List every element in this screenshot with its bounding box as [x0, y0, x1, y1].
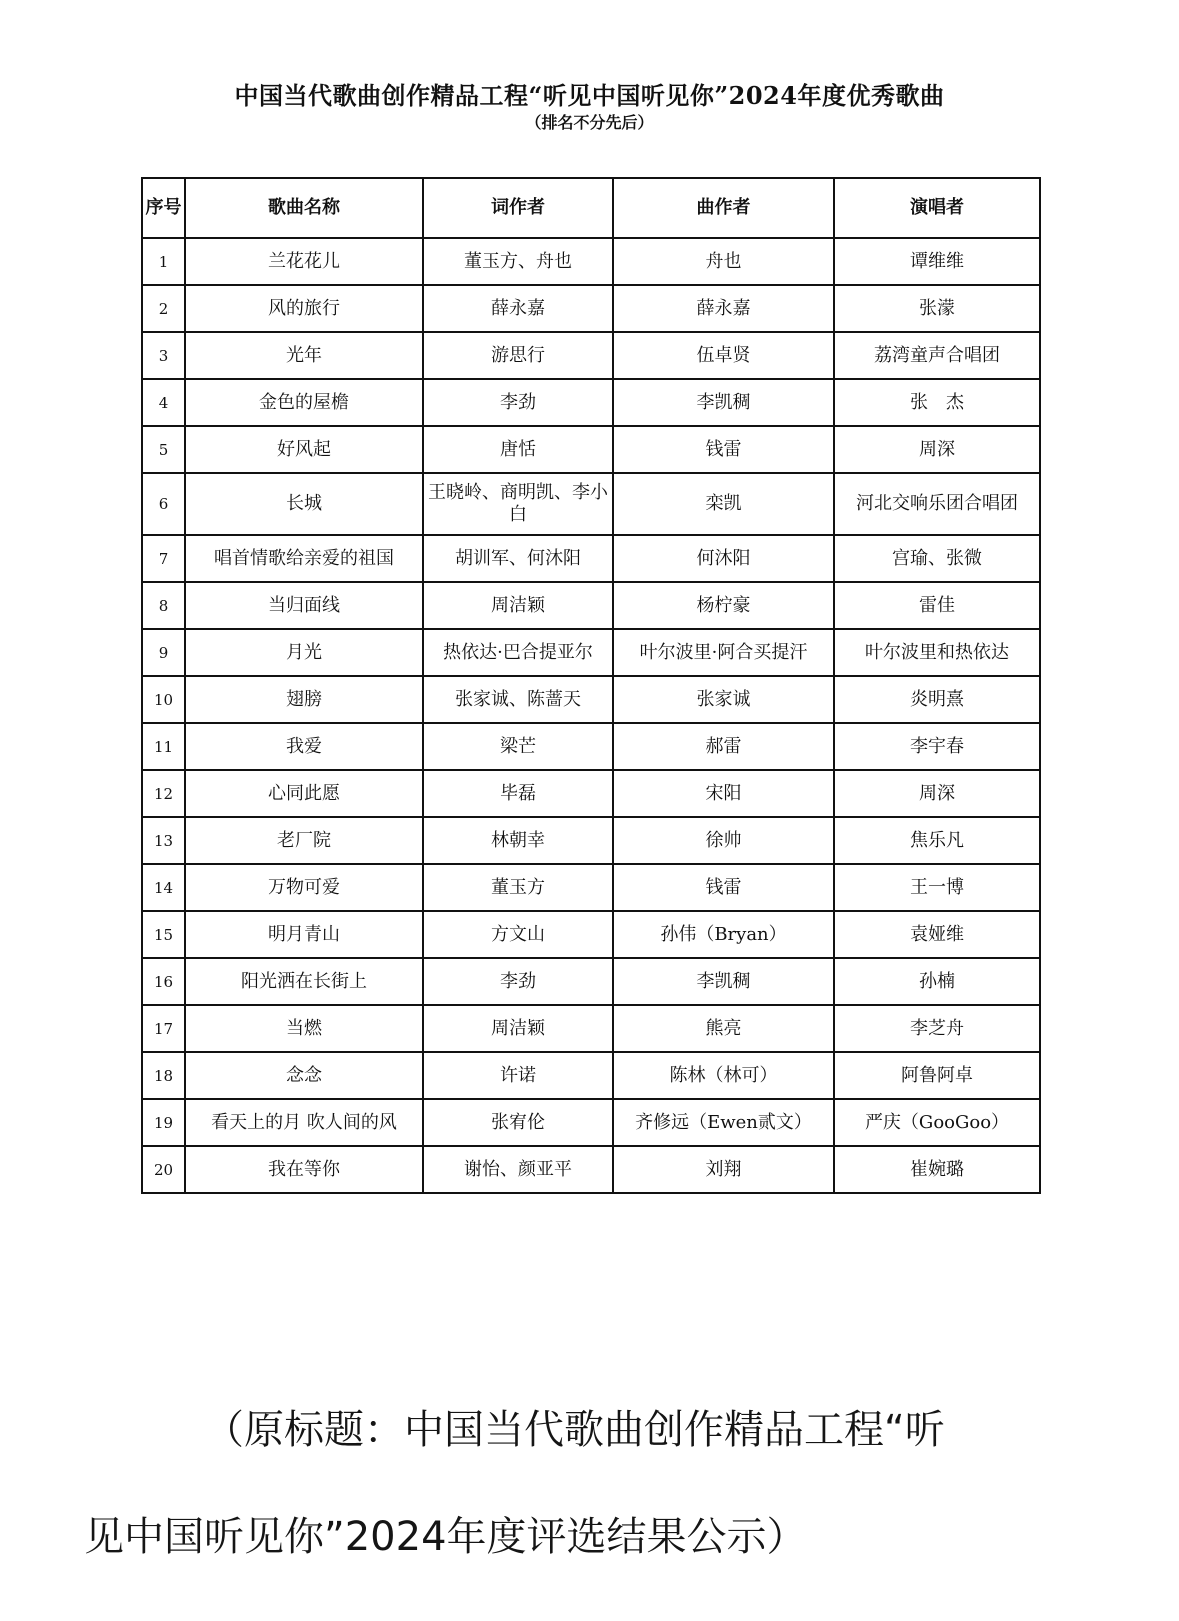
- header-lyricist: 词作者: [423, 178, 613, 238]
- cell-lyricist: 谢怡、颜亚平: [423, 1146, 613, 1193]
- table-row: [142, 1099, 1040, 1146]
- cell-performer: 叶尔波里和热依达: [834, 629, 1040, 676]
- table-row: [142, 864, 1040, 911]
- cell-composer: 陈林（林可）: [613, 1052, 834, 1099]
- cell-composer: 薛永嘉: [613, 285, 834, 332]
- table-row: [142, 911, 1040, 958]
- cell-lyricist: 胡训军、何沐阳: [423, 535, 613, 582]
- cell-song: 明月青山: [185, 911, 423, 958]
- table-row: [142, 1146, 1040, 1193]
- cell-no: 9: [142, 629, 185, 676]
- document-subtitle: （排名不分先后）: [525, 113, 654, 132]
- cell-composer: 宋阳: [613, 770, 834, 817]
- cell-song: 念念: [185, 1052, 423, 1099]
- cell-performer: 王一博: [834, 864, 1040, 911]
- cell-performer: 周深: [834, 426, 1040, 473]
- cell-lyricist: 林朝幸: [423, 817, 613, 864]
- cell-performer: 崔婉璐: [834, 1146, 1040, 1193]
- cell-performer: 李芝舟: [834, 1005, 1040, 1052]
- cell-composer: 何沐阳: [613, 535, 834, 582]
- cell-no: 8: [142, 582, 185, 629]
- table-row: [142, 379, 1040, 426]
- cell-song: 我在等你: [185, 1146, 423, 1193]
- cell-composer: 孙伟（Bryan）: [613, 911, 834, 958]
- cell-song: 金色的屋檐: [185, 379, 423, 426]
- cell-performer: 阿鲁阿卓: [834, 1052, 1040, 1099]
- cell-lyricist: 周洁颖: [423, 1005, 613, 1052]
- cell-performer: 周深: [834, 770, 1040, 817]
- cell-no: 2: [142, 285, 185, 332]
- header-no: 序号: [142, 178, 185, 238]
- header-performer: 演唱者: [834, 178, 1040, 238]
- table-row: [142, 332, 1040, 379]
- cell-performer: 宫瑜、张微: [834, 535, 1040, 582]
- table-header-row: [142, 178, 1040, 238]
- table-row: [142, 817, 1040, 864]
- cell-lyricist: 王晓岭、商明凯、李小白: [423, 473, 613, 535]
- cell-performer: 袁娅维: [834, 911, 1040, 958]
- cell-no: 5: [142, 426, 185, 473]
- cell-no: 20: [142, 1146, 185, 1193]
- cell-no: 3: [142, 332, 185, 379]
- cell-no: 11: [142, 723, 185, 770]
- table-row: [142, 238, 1040, 285]
- table-row: [142, 426, 1040, 473]
- cell-composer: 徐帅: [613, 817, 834, 864]
- songs-table: [141, 177, 1041, 1194]
- table-row: [142, 723, 1040, 770]
- cell-composer: 张家诚: [613, 676, 834, 723]
- table-row: [142, 535, 1040, 582]
- table-row: [142, 629, 1040, 676]
- cell-lyricist: 张家诚、陈蔷天: [423, 676, 613, 723]
- header-song: 歌曲名称: [185, 178, 423, 238]
- cell-song: 心同此愿: [185, 770, 423, 817]
- cell-composer: 杨柠豪: [613, 582, 834, 629]
- cell-composer: 李凯稠: [613, 379, 834, 426]
- cell-composer: 刘翔: [613, 1146, 834, 1193]
- cell-song: 万物可爱: [185, 864, 423, 911]
- table-row: [142, 285, 1040, 332]
- cell-no: 12: [142, 770, 185, 817]
- cell-lyricist: 许诺: [423, 1052, 613, 1099]
- cell-no: 18: [142, 1052, 185, 1099]
- cell-performer: 严庆（GooGoo）: [834, 1099, 1040, 1146]
- cell-performer: 孙楠: [834, 958, 1040, 1005]
- cell-lyricist: 薛永嘉: [423, 285, 613, 332]
- cell-no: 14: [142, 864, 185, 911]
- cell-composer: 钱雷: [613, 426, 834, 473]
- cell-song: 看天上的月 吹人间的风: [185, 1099, 423, 1146]
- cell-no: 4: [142, 379, 185, 426]
- cell-song: 当燃: [185, 1005, 423, 1052]
- caption-line-2: 见中国听见你”2024年度评选结果公示）: [84, 1514, 807, 1560]
- cell-no: 15: [142, 911, 185, 958]
- table-row: [142, 676, 1040, 723]
- table-row: [142, 1052, 1040, 1099]
- cell-song: 兰花花儿: [185, 238, 423, 285]
- table-row: [142, 770, 1040, 817]
- cell-lyricist: 李劲: [423, 379, 613, 426]
- cell-composer: 齐修远（Ewen贰文）: [613, 1099, 834, 1146]
- cell-no: 1: [142, 238, 185, 285]
- cell-performer: 谭维维: [834, 238, 1040, 285]
- cell-performer: 李宇春: [834, 723, 1040, 770]
- table-row: [142, 582, 1040, 629]
- table-row: [142, 958, 1040, 1005]
- cell-composer: 李凯稠: [613, 958, 834, 1005]
- cell-lyricist: 张宥伦: [423, 1099, 613, 1146]
- cell-lyricist: 周洁颖: [423, 582, 613, 629]
- cell-performer: 炎明熹: [834, 676, 1040, 723]
- cell-lyricist: 李劲: [423, 958, 613, 1005]
- document-title: 中国当代歌曲创作精品工程“听见中国听见你”2024年度优秀歌曲: [234, 81, 945, 110]
- cell-song: 翅膀: [185, 676, 423, 723]
- cell-composer: 熊亮: [613, 1005, 834, 1052]
- cell-lyricist: 热依达·巴合提亚尔: [423, 629, 613, 676]
- cell-lyricist: 方文山: [423, 911, 613, 958]
- header-composer: 曲作者: [613, 178, 834, 238]
- cell-lyricist: 梁芒: [423, 723, 613, 770]
- cell-song: 好风起: [185, 426, 423, 473]
- cell-composer: 钱雷: [613, 864, 834, 911]
- caption-line-1: （原标题：中国当代歌曲创作精品工程“听: [204, 1407, 945, 1453]
- cell-song: 我爱: [185, 723, 423, 770]
- cell-no: 6: [142, 473, 185, 535]
- cell-composer: 叶尔波里·阿合买提汗: [613, 629, 834, 676]
- cell-performer: 雷佳: [834, 582, 1040, 629]
- cell-no: 7: [142, 535, 185, 582]
- cell-song: 阳光洒在长街上: [185, 958, 423, 1005]
- cell-performer: 焦乐凡: [834, 817, 1040, 864]
- cell-no: 17: [142, 1005, 185, 1052]
- cell-no: 13: [142, 817, 185, 864]
- cell-song: 风的旅行: [185, 285, 423, 332]
- cell-song: 唱首情歌给亲爱的祖国: [185, 535, 423, 582]
- table-row: [142, 473, 1040, 535]
- cell-song: 月光: [185, 629, 423, 676]
- cell-composer: 伍卓贤: [613, 332, 834, 379]
- table-row: [142, 1005, 1040, 1052]
- cell-composer: 舟也: [613, 238, 834, 285]
- cell-composer: 郝雷: [613, 723, 834, 770]
- cell-lyricist: 游思行: [423, 332, 613, 379]
- cell-performer: 荔湾童声合唱团: [834, 332, 1040, 379]
- cell-song: 长城: [185, 473, 423, 535]
- cell-no: 19: [142, 1099, 185, 1146]
- cell-song: 老厂院: [185, 817, 423, 864]
- cell-song: 光年: [185, 332, 423, 379]
- cell-no: 10: [142, 676, 185, 723]
- cell-performer: 河北交响乐团合唱团: [834, 473, 1040, 535]
- cell-song: 当归面线: [185, 582, 423, 629]
- cell-performer: 张濛: [834, 285, 1040, 332]
- cell-lyricist: 董玉方、舟也: [423, 238, 613, 285]
- cell-lyricist: 唐恬: [423, 426, 613, 473]
- cell-lyricist: 董玉方: [423, 864, 613, 911]
- cell-no: 16: [142, 958, 185, 1005]
- cell-composer: 栾凯: [613, 473, 834, 535]
- cell-lyricist: 毕磊: [423, 770, 613, 817]
- cell-performer: 张 杰: [834, 379, 1040, 426]
